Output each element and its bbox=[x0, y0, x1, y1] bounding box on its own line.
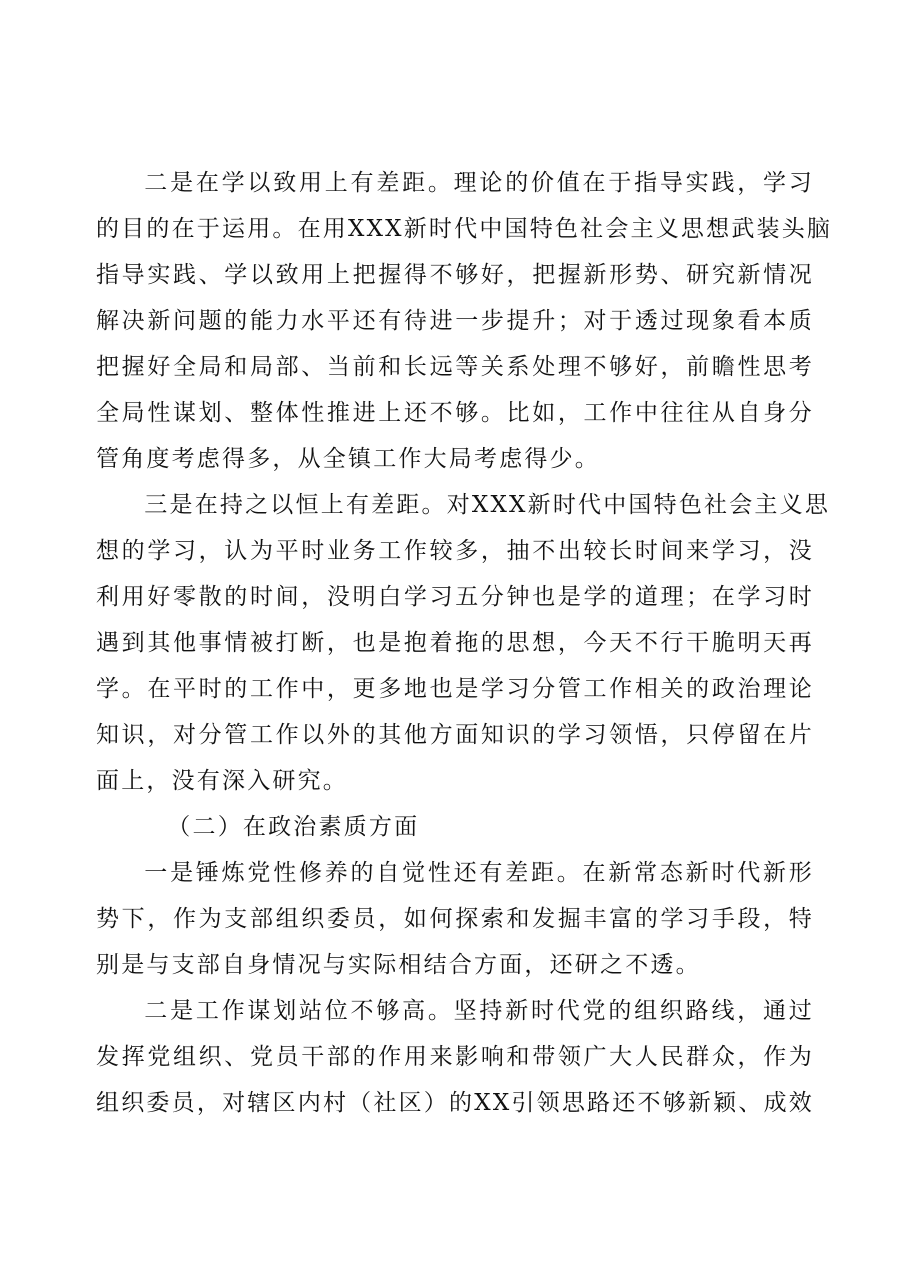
text-line: 把握好全局和局部、当前和长远等关系处理不够好，前瞻性思考 bbox=[96, 354, 814, 380]
text-line: 势下，作为支部组织委员，如何探索和发掘丰富的学习手段，特 bbox=[96, 906, 814, 932]
paragraph-persistence bbox=[96, 482, 831, 804]
text-line: 一是锤炼党性修养的自觉性还有差距。在新常态新时代新形 bbox=[144, 860, 814, 886]
text-line: 二是工作谋划站位不够高。坚持新时代党的组织路线，通过 bbox=[144, 998, 814, 1024]
text-line: 发挥党组织、党员干部的作用来影响和带领广大人民群众，作为 bbox=[96, 1044, 814, 1070]
text-line: 别是与支部自身情况与实际相结合方面，还研之不透。 bbox=[96, 952, 701, 978]
paragraph-learning-application bbox=[96, 160, 833, 482]
text-line: 知识，对分管工作以外的其他方面知识的学习领悟，只停留在片 bbox=[96, 722, 814, 748]
text-line: 指导实践、学以致用上把握得不够好，把握新形势、研究新情况 bbox=[96, 262, 814, 288]
paragraph-work-planning bbox=[96, 988, 814, 1126]
text-line: 组织委员，对辖区内村（社区）的XX引领思路还不够新颖、成效 bbox=[96, 1090, 814, 1116]
document-body bbox=[96, 160, 833, 1126]
text-line: 面上，没有深入研究。 bbox=[96, 768, 348, 794]
text-line: 想的学习，认为平时业务工作较多，抽不出较长时间来学习，没 bbox=[96, 538, 814, 564]
text-line: 利用好零散的时间，没明白学习五分钟也是学的道理；在学习时 bbox=[96, 584, 814, 610]
text-line: 全局性谋划、整体性推进上还不够。比如，工作中往往从自身分 bbox=[96, 400, 814, 426]
section-heading-political-quality: （二）在政治素质方面 bbox=[167, 814, 420, 840]
text-line: 的目的在于运用。在用XXX新时代中国特色社会主义思想武装头脑 bbox=[96, 216, 833, 242]
text-line: 管角度考虑得多，从全镇工作大局考虑得少。 bbox=[96, 446, 600, 472]
text-line: 二是在学以致用上有差距。理论的价值在于指导实践，学习 bbox=[144, 170, 814, 196]
text-line: 遇到其他事情被打断，也是抱着拖的思想，今天不行干脆明天再 bbox=[96, 630, 814, 656]
text-line: 解决新问题的能力水平还有待进一步提升；对于透过现象看本质 bbox=[96, 308, 814, 334]
text-line: 学。在平时的工作中，更多地也是学习分管工作相关的政治理论 bbox=[96, 676, 814, 702]
paragraph-party-spirit bbox=[96, 850, 814, 988]
text-line: 三是在持之以恒上有差距。对XXX新时代中国特色社会主义思 bbox=[144, 492, 831, 518]
